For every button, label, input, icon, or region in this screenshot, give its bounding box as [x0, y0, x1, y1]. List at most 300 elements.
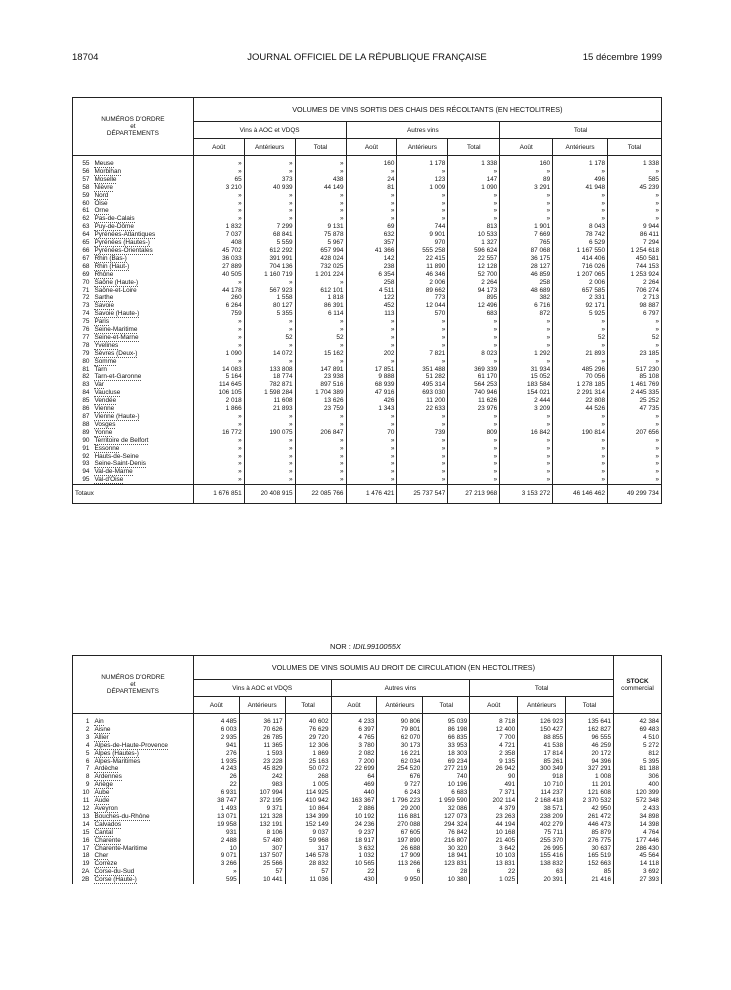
value-cell: 86 391 [295, 302, 346, 310]
group-total: Total [500, 122, 662, 139]
value-cell: 13 071 [193, 813, 239, 821]
value-cell: 46 259 [566, 742, 614, 750]
value-cell: 258 [500, 279, 553, 287]
table-row [73, 742, 662, 750]
table-row [73, 460, 662, 468]
value-cell: 18 303 [423, 750, 470, 758]
value-cell: 242 [239, 773, 285, 781]
department-label: Seine-Maritime [94, 326, 138, 334]
table-row [73, 821, 662, 829]
value-cell: » [553, 476, 608, 484]
value-cell: 10 441 [239, 876, 285, 884]
table-row [73, 310, 662, 318]
value-cell: » [397, 342, 448, 350]
value-cell: 1 558 [244, 294, 295, 302]
department-name [92, 734, 193, 742]
value-cell: » [346, 192, 397, 200]
value-cell: » [295, 468, 346, 476]
value-cell: 307 [239, 845, 285, 853]
value-cell: 121 328 [239, 813, 285, 821]
value-cell: 88 855 [518, 734, 566, 742]
department-name [92, 192, 193, 200]
value-cell: 765 [500, 239, 553, 247]
row-number: 3 [73, 734, 93, 742]
value-cell: » [193, 460, 244, 468]
table-row [73, 184, 662, 192]
value-cell: 496 [553, 176, 608, 184]
value-cell: 382 [500, 294, 553, 302]
column-header: Août [193, 139, 244, 156]
department-label: Meuse [94, 160, 114, 167]
value-cell: 918 [518, 773, 566, 781]
group-autres: Autres vins [346, 122, 500, 139]
value-cell: 68 841 [244, 231, 295, 239]
value-cell: 258 [346, 279, 397, 287]
row-number: 5 [73, 750, 93, 758]
value-cell: 15 162 [295, 350, 346, 358]
value-cell: » [500, 421, 553, 429]
group-total: Total [470, 680, 614, 697]
value-cell: 517 230 [608, 366, 662, 374]
value-cell: » [500, 445, 553, 453]
value-cell: » [397, 318, 448, 326]
value-cell: 114 925 [285, 789, 331, 797]
value-cell: 595 [193, 876, 239, 884]
value-cell: » [193, 342, 244, 350]
row-number: 85 [73, 397, 93, 405]
value-cell: 75 711 [518, 829, 566, 837]
department-label: Oise [94, 199, 108, 207]
department-name [92, 860, 193, 868]
value-cell: » [500, 192, 553, 200]
value-cell: 4 379 [470, 805, 518, 813]
value-cell: » [608, 342, 662, 350]
value-cell: 446 473 [566, 821, 614, 829]
row-number: 64 [73, 231, 93, 239]
value-cell: 373 [244, 176, 295, 184]
value-cell: 36 175 [500, 255, 553, 263]
column-header: Août [346, 139, 397, 156]
value-cell: » [295, 413, 346, 421]
value-cell: 8 718 [470, 714, 518, 726]
department-name [92, 837, 193, 845]
value-cell: 44 149 [295, 184, 346, 192]
value-cell: 732 025 [295, 263, 346, 271]
row-number: 7 [73, 765, 93, 773]
value-cell: » [608, 468, 662, 476]
table-row [73, 389, 662, 397]
row-number: 78 [73, 342, 93, 350]
column-header: Total [423, 697, 470, 714]
value-cell: 76 842 [423, 829, 470, 837]
value-cell: » [295, 207, 346, 215]
value-cell: 14 118 [614, 860, 662, 868]
table-droit-circulation [72, 655, 662, 884]
table-row [73, 318, 662, 326]
table-row [73, 287, 662, 295]
table-row [73, 405, 662, 413]
table-row [73, 445, 662, 453]
value-cell: 9 950 [377, 876, 423, 884]
row-number: 9 [73, 781, 93, 789]
value-cell: 1 253 924 [608, 271, 662, 279]
value-cell: 21 405 [470, 837, 518, 845]
value-cell: » [193, 468, 244, 476]
value-cell: 18 917 [331, 837, 377, 845]
value-cell: » [553, 200, 608, 208]
table-row [73, 714, 662, 726]
value-cell: 23 976 [448, 405, 500, 413]
value-cell: 3 291 [500, 184, 553, 192]
value-cell: 29 200 [377, 805, 423, 813]
total-value: 3 153 272 [500, 485, 553, 504]
department-label: Aube [94, 789, 110, 797]
table-row [73, 215, 662, 223]
value-cell: 3 692 [614, 868, 662, 876]
value-cell: 50 072 [285, 765, 331, 773]
value-cell: 106 105 [193, 389, 244, 397]
row-number: 2 [73, 726, 93, 734]
value-cell: 450 581 [608, 255, 662, 263]
value-cell: 2 713 [608, 294, 662, 302]
value-cell: » [193, 326, 244, 334]
department-name [92, 318, 193, 326]
table-row [73, 231, 662, 239]
department-label: Pyrénées-Orientales [94, 246, 153, 254]
value-cell: 3 780 [331, 742, 377, 750]
value-cell: 391 991 [244, 255, 295, 263]
value-cell: » [397, 207, 448, 215]
department-label: Alpes (Hautes-) [94, 749, 139, 757]
value-cell: » [608, 207, 662, 215]
value-cell: » [346, 460, 397, 468]
row-number: 91 [73, 445, 93, 453]
group-aoc: Vins à AOC et VDQS [193, 122, 346, 139]
table-row [73, 397, 662, 405]
department-label: Val-de-Marne [94, 468, 133, 476]
value-cell: 165 519 [566, 852, 614, 860]
department-name [92, 845, 193, 853]
table-row [73, 773, 662, 781]
total-value: 1 676 851 [193, 485, 244, 504]
total-label: Totaux [73, 485, 194, 504]
value-cell: 121 608 [566, 789, 614, 797]
value-cell: 52 [244, 334, 295, 342]
value-cell: » [346, 453, 397, 461]
value-cell: 4 764 [614, 829, 662, 837]
department-name [92, 168, 193, 176]
column-header: Août [470, 697, 518, 714]
value-cell: 6 931 [193, 789, 239, 797]
value-cell: 657 994 [295, 247, 346, 255]
value-cell: 744 [397, 223, 448, 231]
value-cell: 80 127 [244, 302, 295, 310]
department-name [92, 750, 193, 758]
value-cell: » [608, 445, 662, 453]
value-cell: 138 832 [518, 860, 566, 868]
total-value: 22 085 766 [295, 485, 346, 504]
department-label: Seine-Saint-Denis [94, 460, 146, 468]
value-cell: 216 807 [423, 837, 470, 845]
value-cell: 2 018 [193, 397, 244, 405]
value-cell: » [500, 468, 553, 476]
value-cell: 26 942 [470, 765, 518, 773]
value-cell: » [553, 326, 608, 334]
value-cell: 85 108 [608, 373, 662, 381]
group-autres: Autres vins [331, 680, 470, 697]
value-cell: » [500, 358, 553, 366]
value-cell: 62 070 [377, 734, 423, 742]
value-cell: » [346, 445, 397, 453]
department-name [92, 263, 193, 271]
value-cell: 6 716 [500, 302, 553, 310]
table-row [73, 326, 662, 334]
value-cell: 6 [377, 868, 423, 876]
table-row [73, 421, 662, 429]
value-cell: 16 772 [193, 429, 244, 437]
department-label: Seine-et-Marne [94, 333, 139, 341]
department-label: Tarn [94, 365, 107, 373]
table-row [73, 765, 662, 773]
value-cell: 716 026 [553, 263, 608, 271]
value-cell: 89 [500, 176, 553, 184]
value-cell: » [608, 437, 662, 445]
department-label: Cantal [94, 828, 113, 836]
department-label: Savoie [94, 302, 114, 310]
value-cell: 277 219 [423, 765, 470, 773]
department-label: Ain [94, 718, 104, 725]
value-cell: 2 444 [500, 397, 553, 405]
value-cell: 740 946 [448, 389, 500, 397]
department-name [92, 279, 193, 287]
department-name [92, 789, 193, 797]
row-number: 77 [73, 334, 93, 342]
department-name [92, 200, 193, 208]
row-number: 6 [73, 758, 93, 766]
group-aoc: Vins à AOC et VDQS [193, 680, 331, 697]
value-cell: 2 006 [553, 279, 608, 287]
value-cell: 44 178 [193, 287, 244, 295]
table-row [73, 223, 662, 231]
department-label: Moselle [94, 175, 117, 183]
value-cell: 1 327 [448, 239, 500, 247]
value-cell: 30 637 [566, 845, 614, 853]
value-cell: 40 939 [244, 184, 295, 192]
value-cell: 23 759 [295, 405, 346, 413]
value-cell: 5 559 [244, 239, 295, 247]
value-cell: 42 950 [566, 805, 614, 813]
value-cell: » [397, 192, 448, 200]
column-header: Total [295, 139, 346, 156]
value-cell: 36 033 [193, 255, 244, 263]
value-cell: 1 201 224 [295, 271, 346, 279]
value-cell: 6 797 [608, 310, 662, 318]
value-cell: 895 [448, 294, 500, 302]
value-cell: 22 [331, 868, 377, 876]
value-cell: 29 720 [285, 734, 331, 742]
value-cell: 52 [553, 334, 608, 342]
value-cell: 8 106 [239, 829, 285, 837]
value-cell: 89 662 [397, 287, 448, 295]
value-cell: » [193, 453, 244, 461]
value-cell: 268 [285, 773, 331, 781]
department-label: Ariège [94, 781, 113, 789]
value-cell: » [295, 358, 346, 366]
value-cell: 95 039 [423, 714, 470, 726]
value-cell: » [397, 334, 448, 342]
value-cell: 7 669 [500, 231, 553, 239]
value-cell: 1 901 [500, 223, 553, 231]
value-cell: 28 127 [500, 263, 553, 271]
department-name [92, 350, 193, 358]
value-cell: 69 [346, 223, 397, 231]
value-cell: 13 626 [295, 397, 346, 405]
value-cell: » [295, 156, 346, 168]
value-cell: 160 [346, 156, 397, 168]
row-number: 16 [73, 837, 93, 845]
value-cell: 3 632 [331, 845, 377, 853]
department-label: Vaucluse [94, 389, 121, 397]
value-cell: 813 [448, 223, 500, 231]
value-cell: 107 994 [239, 789, 285, 797]
value-cell: 2 935 [193, 734, 239, 742]
value-cell: » [448, 476, 500, 484]
table-row [73, 868, 662, 876]
value-cell: 79 801 [377, 726, 423, 734]
value-cell: 61 170 [448, 373, 500, 381]
value-cell: 14 398 [614, 821, 662, 829]
value-cell: » [608, 453, 662, 461]
row-number: 11 [73, 797, 93, 805]
value-cell: 414 406 [553, 255, 608, 263]
value-cell: » [244, 453, 295, 461]
value-cell: 75 878 [295, 231, 346, 239]
value-cell: 94 396 [566, 758, 614, 766]
value-cell: 7 200 [331, 758, 377, 766]
total-value: 1 476 421 [346, 485, 397, 504]
value-cell: 40 505 [193, 271, 244, 279]
value-cell: 160 [500, 156, 553, 168]
value-cell: 5 355 [244, 310, 295, 318]
row-number: 12 [73, 805, 93, 813]
table-title: VOLUMES DE VINS SORTIS DES CHAIS DES RÉCOLTANTS (EN HECTOLITRES) [193, 98, 661, 122]
row-number: 62 [73, 215, 93, 223]
value-cell: 2 370 532 [566, 797, 614, 805]
value-cell: » [295, 215, 346, 223]
column-header: Total [566, 697, 614, 714]
value-cell: 122 [346, 294, 397, 302]
value-cell: » [448, 413, 500, 421]
corner-header: NUMÉROS D'ORDRE et DÉPARTEMENTS [73, 656, 194, 714]
table-row [73, 350, 662, 358]
department-label: Rhin (Haut-) [94, 262, 130, 270]
value-cell: 3 210 [193, 184, 244, 192]
value-cell: » [448, 207, 500, 215]
value-cell: 41 366 [346, 247, 397, 255]
total-value: 25 737 547 [397, 485, 448, 504]
department-label: Pyrénées (Hautes-) [94, 239, 150, 247]
value-cell: » [244, 200, 295, 208]
value-cell: 85 879 [566, 829, 614, 837]
row-number: 76 [73, 326, 93, 334]
value-cell: 38 747 [193, 797, 239, 805]
value-cell: 17 814 [518, 750, 566, 758]
value-cell: 25 163 [285, 758, 331, 766]
value-cell: » [553, 318, 608, 326]
value-cell: 931 [193, 829, 239, 837]
department-label: Pyrénées-Atlantiques [94, 231, 156, 239]
value-cell: 22 [193, 781, 239, 789]
value-cell: 570 [397, 310, 448, 318]
value-cell: » [500, 437, 553, 445]
table-row [73, 334, 662, 342]
value-cell: 137 507 [239, 852, 285, 860]
department-label: Bouches-du-Rhône [94, 812, 150, 820]
value-cell: » [346, 468, 397, 476]
department-name [92, 207, 193, 215]
value-cell: 596 624 [448, 247, 500, 255]
value-cell: » [608, 318, 662, 326]
row-number: 79 [73, 350, 93, 358]
value-cell: 17 909 [377, 852, 423, 860]
row-number: 18 [73, 852, 93, 860]
value-cell: 113 266 [377, 860, 423, 868]
column-header: Antérieurs [553, 139, 608, 156]
value-cell: 1 869 [285, 750, 331, 758]
value-cell: » [295, 192, 346, 200]
value-cell: 16 842 [500, 429, 553, 437]
department-name [92, 239, 193, 247]
department-name [92, 223, 193, 231]
department-label: Var [94, 381, 104, 389]
value-cell: » [397, 445, 448, 453]
value-cell: » [295, 445, 346, 453]
value-cell: » [553, 215, 608, 223]
value-cell: 81 [346, 184, 397, 192]
value-cell: » [244, 279, 295, 287]
department-name [92, 876, 193, 884]
value-cell: 90 [470, 773, 518, 781]
row-number: 10 [73, 789, 93, 797]
value-cell: 69 234 [423, 758, 470, 766]
row-number: 88 [73, 421, 93, 429]
row-number: 92 [73, 453, 93, 461]
value-cell: 22 415 [397, 255, 448, 263]
department-label: Yvelines [94, 341, 119, 349]
nor-reference: NOR : IDIL9910055X [330, 642, 401, 651]
value-cell: 120 399 [614, 789, 662, 797]
table-chais-recoltants [72, 97, 662, 504]
value-cell: 1 796 223 [377, 797, 423, 805]
department-label: Aude [94, 797, 110, 805]
value-cell: 10 [193, 845, 239, 853]
row-number: 68 [73, 263, 93, 271]
value-cell: 1 167 550 [553, 247, 608, 255]
value-cell: 693 030 [397, 389, 448, 397]
department-name [92, 287, 193, 295]
value-cell: » [295, 453, 346, 461]
department-label: Aveyron [94, 804, 118, 812]
table-row [73, 255, 662, 263]
value-cell: 5 967 [295, 239, 346, 247]
value-cell: » [346, 421, 397, 429]
value-cell: 276 775 [566, 837, 614, 845]
department-name [92, 231, 193, 239]
value-cell: 410 942 [285, 797, 331, 805]
value-cell: » [448, 192, 500, 200]
value-cell: 22 557 [448, 255, 500, 263]
value-cell: » [346, 342, 397, 350]
